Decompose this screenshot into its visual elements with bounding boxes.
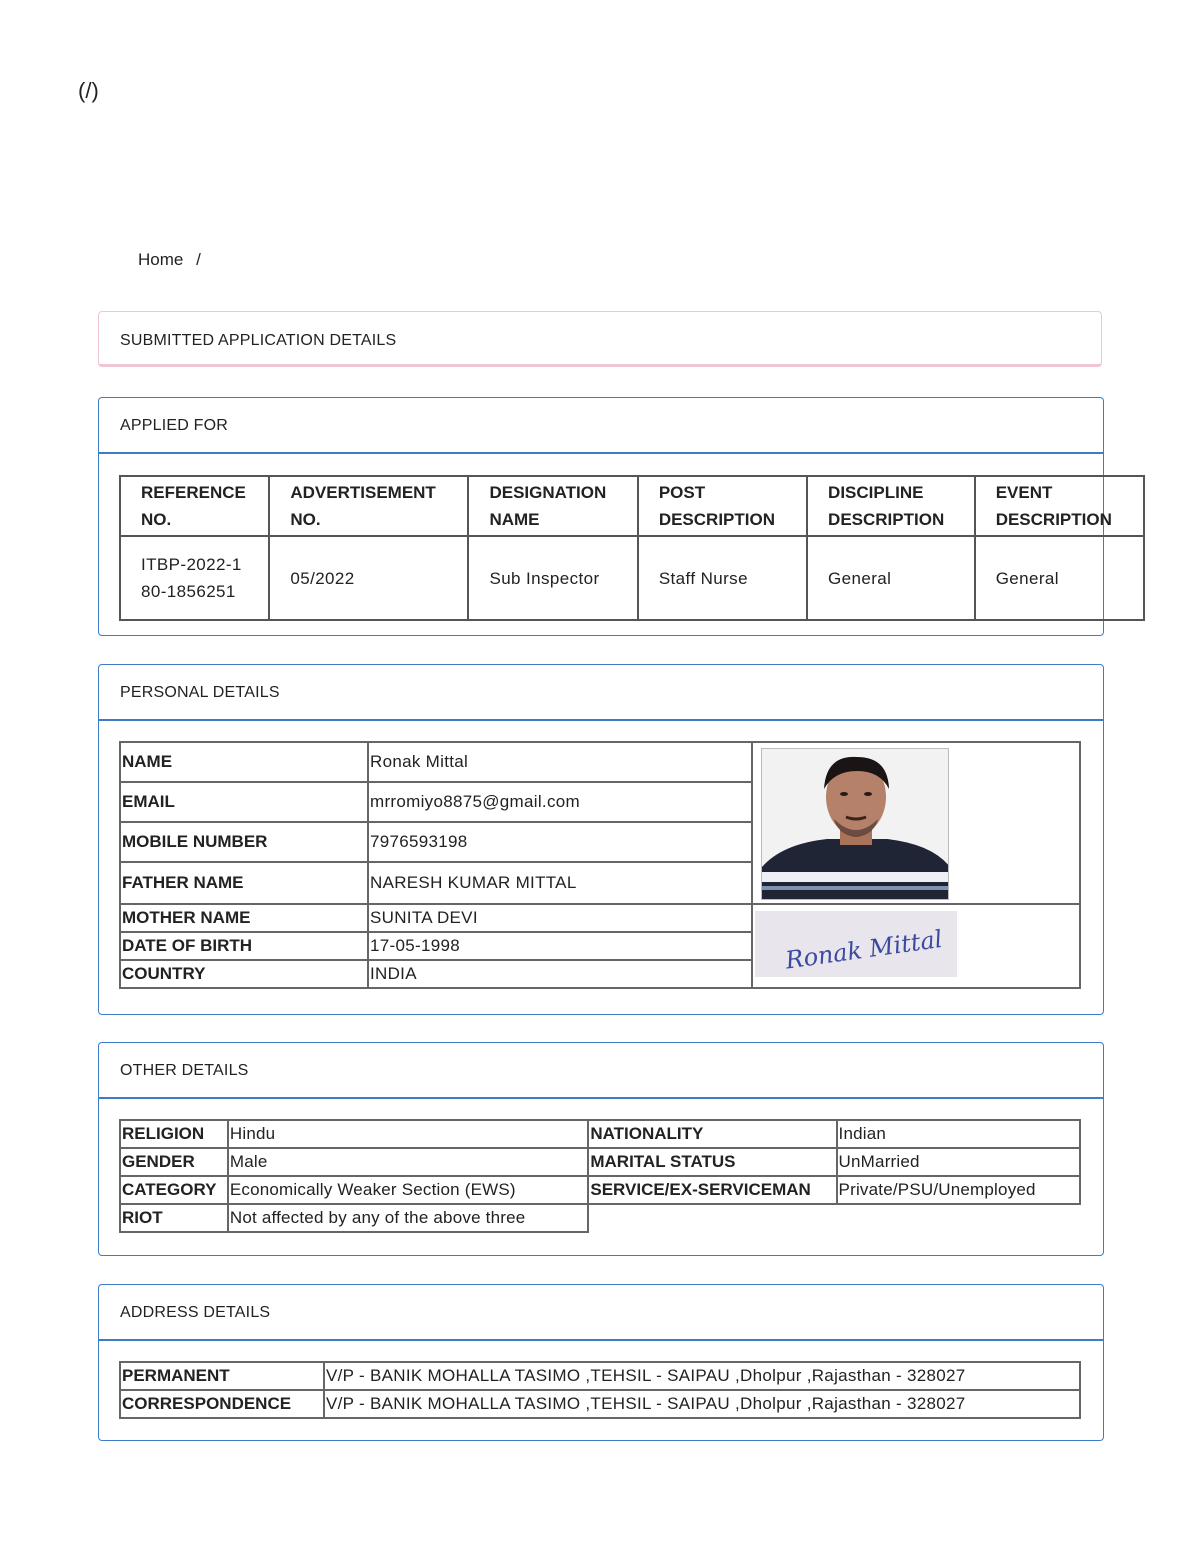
address-details-card <box>98 1284 1104 1441</box>
permanent-value: V/P - BANIK MOHALLA TASIMO ,TEHSIL - SAIPAU ,Dholpur ,Rajasthan - 328027 <box>324 1362 1080 1390</box>
cell-event-description: General <box>975 536 1144 620</box>
signature-cell <box>752 904 1080 988</box>
applicant-photo <box>761 748 949 900</box>
service-label: SERVICE/EX-SERVICEMAN <box>588 1176 836 1204</box>
dob-value: 17-05-1998 <box>368 932 752 960</box>
page-title-box <box>98 311 1102 367</box>
col-advertisement-no: ADVERTISEMENT NO. <box>269 476 468 536</box>
table-row <box>120 1148 1080 1176</box>
address-details-table <box>119 1361 1081 1419</box>
col-reference-no: REFERENCE NO. <box>120 476 269 536</box>
country-label: COUNTRY <box>120 960 368 988</box>
personal-details-card <box>98 664 1104 1015</box>
applied-for-title: APPLIED FOR <box>120 417 229 434</box>
table-row <box>120 1204 1080 1232</box>
personal-details-table <box>119 741 1081 989</box>
table-row <box>120 1390 1080 1418</box>
personal-details-title: PERSONAL DETAILS <box>120 684 280 701</box>
marital-status-value: UnMarried <box>837 1148 1080 1176</box>
signature-text: Ronak Mittal <box>783 924 945 975</box>
table-header-row <box>120 476 1144 536</box>
riot-label: RIOT <box>120 1204 228 1232</box>
category-value: Economically Weaker Section (EWS) <box>228 1176 589 1204</box>
correspondence-value: V/P - BANIK MOHALLA TASIMO ,TEHSIL - SAIPAU ,Dholpur ,Rajasthan - 328027 <box>324 1390 1080 1418</box>
father-name-label: FATHER NAME <box>120 862 368 904</box>
cell-reference-no: ITBP-2022-180-1856251 <box>120 536 269 620</box>
cell-discipline-description: General <box>807 536 975 620</box>
table-row <box>120 1362 1080 1390</box>
name-value: Ronak Mittal <box>368 742 752 782</box>
religion-label: RELIGION <box>120 1120 228 1148</box>
dob-label: DATE OF BIRTH <box>120 932 368 960</box>
permanent-label: PERMANENT <box>120 1362 324 1390</box>
empty-cell <box>588 1204 1080 1232</box>
applicant-signature <box>755 911 957 977</box>
marital-status-label: MARITAL STATUS <box>588 1148 836 1176</box>
cell-advertisement-no: 05/2022 <box>269 536 468 620</box>
table-row <box>120 536 1144 620</box>
gender-value: Male <box>228 1148 589 1176</box>
table-row <box>120 1120 1080 1148</box>
home-link[interactable]: (/) <box>78 78 99 103</box>
category-label: CATEGORY <box>120 1176 228 1204</box>
service-value: Private/PSU/Unemployed <box>837 1176 1080 1204</box>
other-details-title: OTHER DETAILS <box>120 1062 249 1079</box>
cell-post-description: Staff Nurse <box>638 536 807 620</box>
mobile-label: MOBILE NUMBER <box>120 822 368 862</box>
other-details-header <box>99 1043 1103 1099</box>
page-title: SUBMITTED APPLICATION DETAILS <box>120 332 397 349</box>
mobile-value: 7976593198 <box>368 822 752 862</box>
mother-name-label: MOTHER NAME <box>120 904 368 932</box>
breadcrumb <box>138 250 201 270</box>
applied-for-header <box>99 398 1103 454</box>
religion-value: Hindu <box>228 1120 589 1148</box>
cell-designation-name: Sub Inspector <box>468 536 637 620</box>
address-details-header <box>99 1285 1103 1341</box>
address-details-title: ADDRESS DETAILS <box>120 1304 271 1321</box>
gender-label: GENDER <box>120 1148 228 1176</box>
name-label: NAME <box>120 742 368 782</box>
col-post-description: POST DESCRIPTION <box>638 476 807 536</box>
personal-details-header <box>99 665 1103 721</box>
breadcrumb-separator: / <box>196 250 201 269</box>
applied-for-table <box>119 475 1145 621</box>
father-name-value: NARESH KUMAR MITTAL <box>368 862 752 904</box>
nationality-label: NATIONALITY <box>588 1120 836 1148</box>
riot-value: Not affected by any of the above three <box>228 1204 589 1232</box>
col-discipline-description: DISCIPLINE DESCRIPTION <box>807 476 975 536</box>
other-details-card <box>98 1042 1104 1256</box>
correspondence-label: CORRESPONDENCE <box>120 1390 324 1418</box>
email-label: EMAIL <box>120 782 368 822</box>
email-value: mrromiyo8875@gmail.com <box>368 782 752 822</box>
country-value: INDIA <box>368 960 752 988</box>
table-row <box>120 904 1080 932</box>
table-row <box>120 742 1080 782</box>
photo-cell <box>752 742 1080 904</box>
other-details-table <box>119 1119 1081 1233</box>
nationality-value: Indian <box>837 1120 1080 1148</box>
col-event-description: EVENT DESCRIPTION <box>975 476 1144 536</box>
mother-name-value: SUNITA DEVI <box>368 904 752 932</box>
applied-for-card <box>98 397 1112 636</box>
table-row <box>120 1176 1080 1204</box>
col-designation-name: DESIGNATION NAME <box>468 476 637 536</box>
breadcrumb-home[interactable]: Home <box>138 250 184 269</box>
